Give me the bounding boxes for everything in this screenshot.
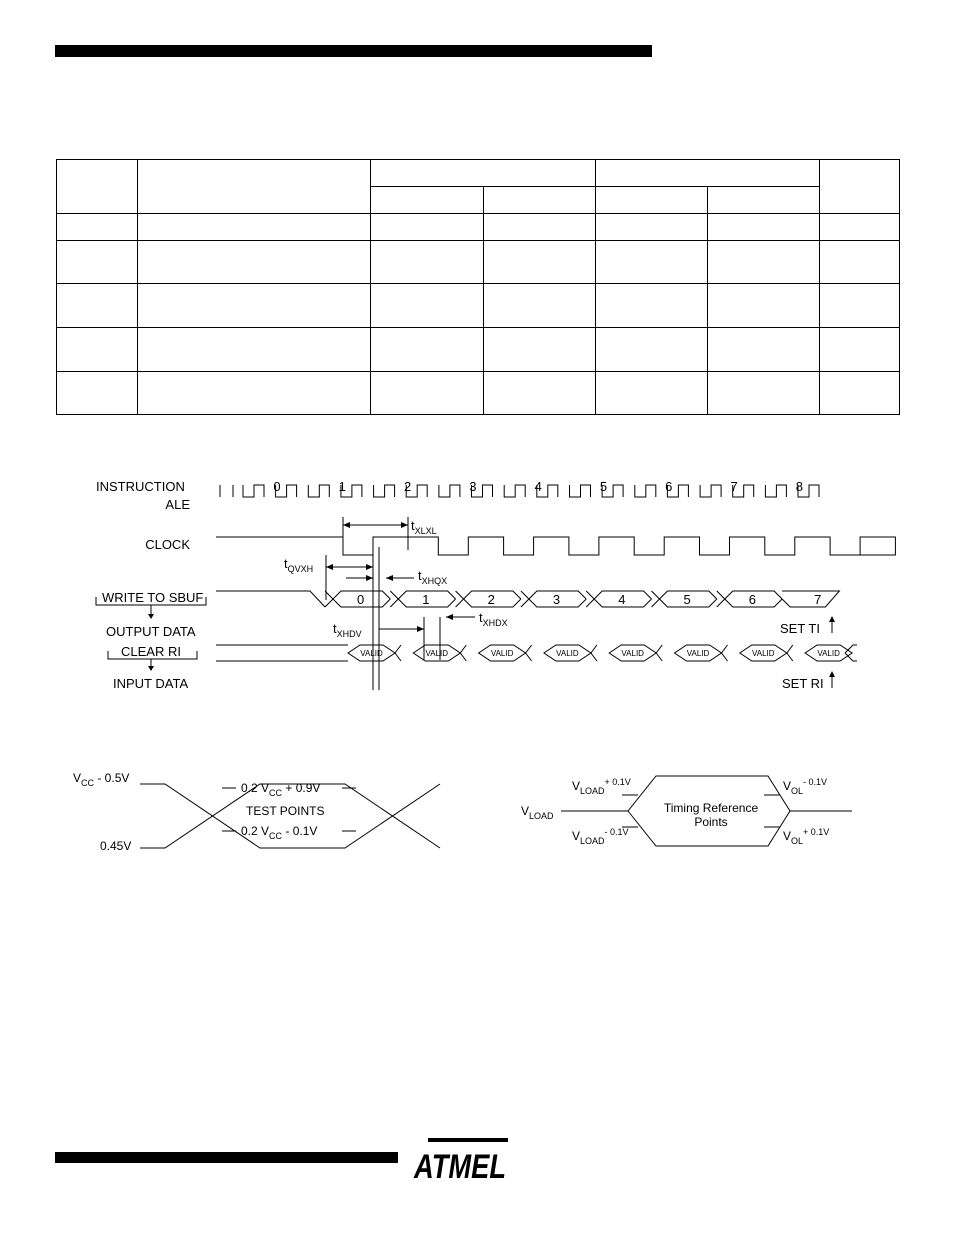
ale-label: ALE: [165, 497, 190, 512]
characteristics-table: [56, 159, 900, 415]
valid-label: VALID: [490, 649, 514, 658]
output-bit: 5: [683, 592, 691, 607]
instruction-number: 5: [599, 479, 608, 494]
vol-plus-label: $V_{OL}^{+ 0.1V}$: [783, 827, 830, 846]
instruction-number: 2: [403, 479, 412, 494]
table-header-cell: [708, 187, 820, 214]
t-xhqx-label: $t_{XHQX}$: [418, 568, 448, 586]
table-header-cell: [820, 160, 900, 214]
table-header-cell: [371, 187, 484, 214]
float-waveform: [0, 770, 954, 850]
table-header-cell: [596, 160, 820, 187]
timing-reference-points-label: Points: [694, 815, 728, 829]
t-xhdx-label: $t_{XHDX}$: [479, 610, 508, 628]
vol-minus-label: $V_{OL}^{- 0.1V}$: [783, 777, 828, 796]
valid-label: VALID: [556, 649, 579, 658]
timing-reference-label: Timing Reference: [663, 801, 759, 815]
table-row: [57, 328, 900, 372]
valid-label: VALID: [360, 649, 383, 658]
footer-rule: [55, 1152, 398, 1163]
table-row: [57, 372, 900, 415]
instruction-label: INSTRUCTION: [96, 479, 185, 494]
instruction-number: 6: [665, 479, 673, 494]
input-data-label: INPUT DATA: [113, 676, 189, 691]
vload-plus-label: $V_{LOAD}^{+ 0.1V}$: [572, 777, 631, 796]
vload-label: $V_{LOAD}$: [521, 804, 554, 821]
table-header-cell: [138, 160, 371, 214]
table-row: [57, 284, 900, 328]
lower-test-point-label: 0.2 $V_{CC} - 0.1V$: [241, 824, 318, 841]
table-header-cell: [596, 187, 708, 214]
clock-waveform: [216, 537, 895, 555]
vload-minus-label: $V_{LOAD}^{- 0.1V}$: [572, 827, 629, 846]
table-header-cell: [371, 160, 596, 187]
instruction-numbers: [273, 479, 803, 494]
set-ri-label: SET RI: [782, 676, 824, 691]
t-qvxh-label: $t_{QVXH}$: [284, 556, 314, 574]
atmel-logo-text: ATMEL: [413, 1148, 506, 1186]
instruction-number: 4: [534, 479, 542, 494]
instruction-number: 3: [469, 479, 477, 494]
valid-label: VALID: [817, 649, 840, 658]
valid-label: VALID: [425, 649, 449, 658]
clear-ri-label: CLEAR RI: [121, 644, 181, 659]
instruction-number: 8: [795, 479, 804, 494]
table-row: [57, 214, 900, 241]
test-points-label: TEST POINTS: [246, 804, 325, 818]
atmel-logo: [410, 1136, 510, 1186]
shift-register-timing-diagram: [0, 470, 954, 695]
output-bit: 2: [487, 592, 495, 607]
output-data-bus: [325, 591, 839, 607]
table-row: [57, 241, 900, 284]
upper-test-point-label: 0.2 $V_{CC} + 0.9V$: [241, 781, 321, 798]
instruction-number: 1: [338, 479, 346, 494]
input-data-bus: [216, 645, 857, 661]
table-header-cell: [484, 187, 596, 214]
output-bit: 7: [814, 592, 822, 607]
t-xhdv-label: $t_{XHDV}$: [333, 621, 362, 639]
vcc-level-label: $V_{CC} - 0.5V$: [73, 771, 130, 788]
low-level-label: 0.45V: [100, 839, 132, 853]
header-rule: [55, 45, 652, 57]
clock-label: CLOCK: [145, 537, 190, 552]
t-xlxl-label: $t_{XLXL}$: [411, 518, 437, 536]
output-bit: 0: [356, 592, 365, 607]
instruction-number: 7: [730, 479, 738, 494]
set-ti-label: SET TI: [780, 621, 820, 636]
output-data-label: OUTPUT DATA: [106, 624, 196, 639]
write-to-sbuf-label: WRITE TO SBUF: [102, 590, 204, 605]
instruction-number: 0: [273, 479, 281, 494]
valid-label: VALID: [686, 649, 710, 658]
output-bit: 1: [422, 592, 430, 607]
valid-label: VALID: [752, 649, 775, 658]
table-header-cell: [57, 160, 138, 214]
output-bit: 4: [618, 592, 626, 607]
output-bit: 3: [552, 592, 561, 607]
valid-label: VALID: [621, 649, 644, 658]
output-bit: 6: [748, 592, 757, 607]
